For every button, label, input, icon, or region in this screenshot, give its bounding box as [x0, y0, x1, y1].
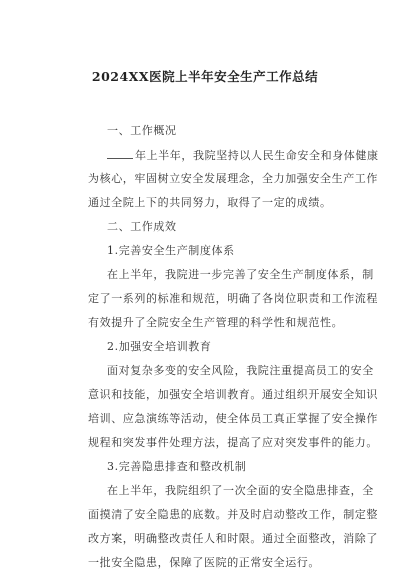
fill-in-blank — [107, 148, 133, 159]
paragraph-line: 为核心，牢固树立安全发展理念，全力加强安全生产工作 — [88, 172, 378, 185]
paragraph-line — [107, 148, 379, 163]
section-heading-overview: 一、工作概况 — [107, 124, 177, 137]
paragraph-line: 面摸清了安全隐患的底数。并及时启动整改工作，制定整 — [88, 508, 378, 521]
paragraph-line: 改方案，明确整改责任人和时限。通过全面整改，消除了 — [88, 532, 378, 545]
paragraph-line: 在上半年，我院进一步完善了安全生产制度体系，制 — [107, 268, 374, 281]
subsection-heading-2: 2.加强安全培训教育 — [107, 340, 212, 353]
paragraph-line: 在上半年，我院组织了一次全面的安全隐患排查，全 — [107, 484, 374, 497]
paragraph-line: 培训、应急演练等活动，使全体员工真正掌握了安全操作 — [88, 412, 378, 425]
section-heading-results: 二、工作成效 — [107, 220, 177, 233]
document-title: 2024XX医院上半年安全生产工作总结 — [91, 69, 319, 84]
paragraph-line: 通过全院上下的共同努力，取得了一定的成绩。 — [88, 196, 332, 209]
paragraph-line: 有效提升了全院安全生产管理的科学性和规范性。 — [88, 316, 344, 329]
subsection-heading-1: 1.完善安全生产制度体系 — [107, 244, 235, 257]
paragraph-line: 一批安全隐患，保障了医院的正常安全运行。 — [88, 556, 320, 569]
paragraph-text: 年上半年，我院坚持以人民生命安全和身体健康 — [135, 149, 379, 162]
paragraph-line: 面对复杂多变的安全风险，我院注重提高员工的安全 — [107, 364, 374, 377]
paragraph-line: 规程和突发事件处理方法，提高了应对突发事件的能力。 — [88, 436, 378, 449]
paragraph-line: 定了一系列的标准和规范，明确了各岗位职责和工作流程 — [88, 292, 378, 305]
subsection-heading-3: 3.完善隐患排查和整改机制 — [107, 460, 247, 473]
paragraph-line: 意识和技能，加强安全培训教育。通过组织开展安全知识 — [88, 388, 378, 401]
